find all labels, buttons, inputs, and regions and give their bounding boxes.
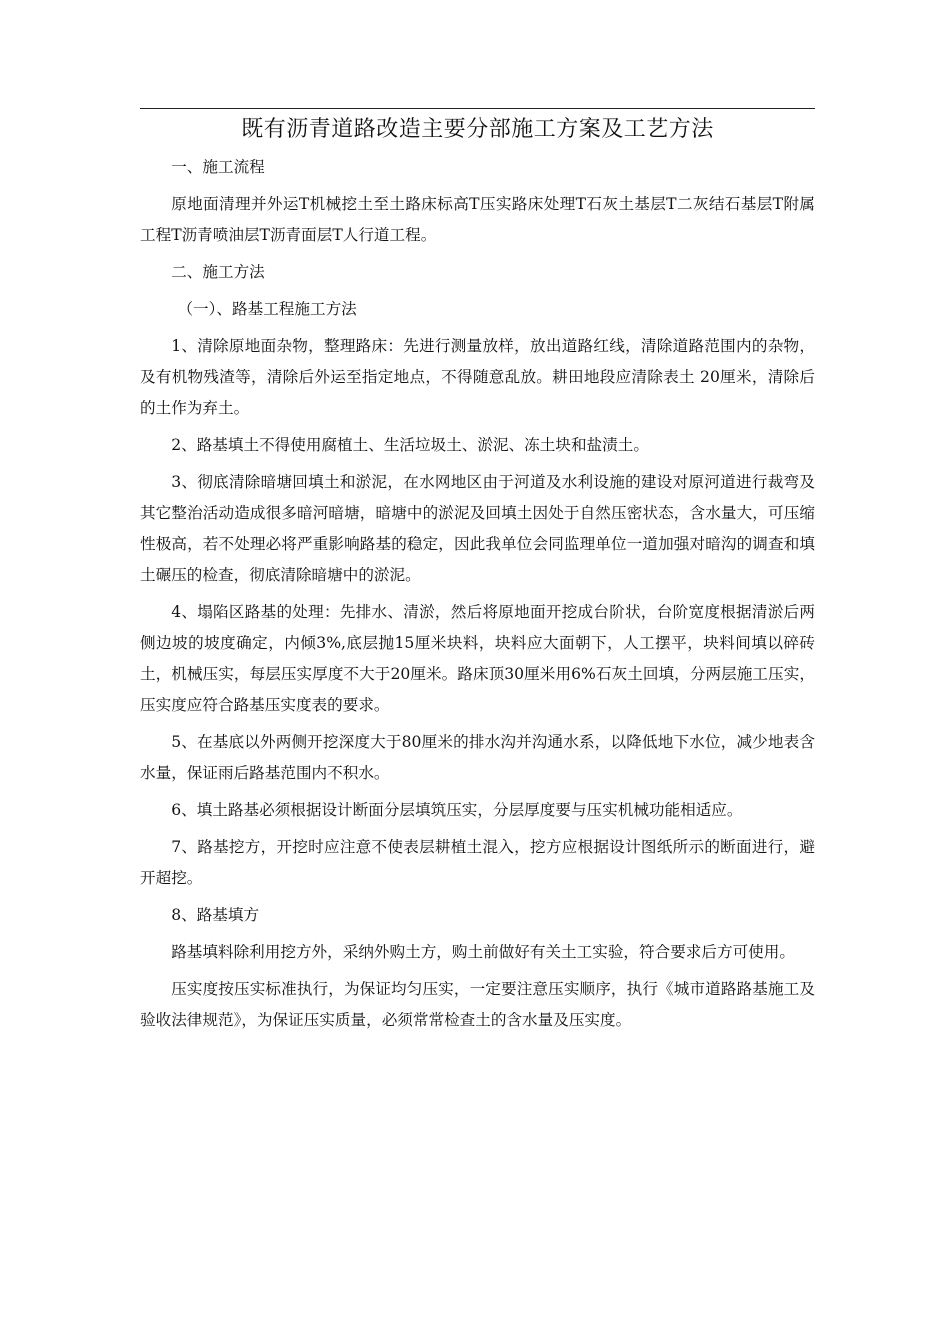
- paragraph-item-2: 2、路基填土不得使用腐植土、生活垃圾土、淤泥、冻土块和盐渍土。: [171, 436, 649, 454]
- paragraph-process-flow: 原地面清理并外运T机械挖土至土路床标高T压实路床处理T石灰土基层T二灰结石基层T附属工程T沥青喷油层T沥青面层T人行道工程。: [140, 195, 815, 244]
- document-body: [140, 152, 815, 1042]
- section-heading-methods: 二、施工方法: [171, 263, 265, 281]
- paragraph-fill-material: 路基填料除利用挖方外，采纳外购土方，购土前做好有关土工实验，符合要求后方可使用。: [171, 943, 795, 961]
- paragraph-item-4: 4、塌陷区路基的处理：先排水、清淤，然后将原地面开挖成台阶状，台阶宽度根据清淤后两侧边坡的坡度确定，内倾3%,底层抛15厘米块料，块料应大面朝下，人工摆平，块料间填以碎砖土，机械压实，每层压实厚度不大于20厘米。路床顶30厘米用6%石灰土回填，分两层施工压实，压实度应符合路基压实度表的要求。: [140, 603, 815, 714]
- paragraph-compaction: 压实度按压实标准执行，为保证均匀压实，一定要注意压实顺序，执行《城市道路路基施工及验收法律规范》，为保证压实质量，必须常常检查土的含水量及压实度。: [140, 980, 815, 1029]
- paragraph-item-3: 3、彻底清除暗塘回填土和淤泥，在水网地区由于河道及水利设施的建设对原河道进行裁弯及其它整治活动造成很多暗河暗塘，暗塘中的淤泥及回填土因处于自然压密状态，含水量大，可压缩性极高，若不处理必将严重影响路基的稳定，因此我单位会同监理单位一道加强对暗沟的调查和填土碾压的检查，彻底清除暗塘中的淤泥。: [140, 473, 815, 584]
- document-title: 既有沥青道路改造主要分部施工方案及工艺方法: [241, 117, 714, 142]
- section-heading-process: 一、施工流程: [171, 158, 265, 176]
- header-rule: [140, 108, 815, 109]
- paragraph-item-1: 1、清除原地面杂物，整理路床：先进行测量放样，放出道路红线，清除道路范围内的杂物，及有机物残渣等，清除后外运至指定地点，不得随意乱放。耕田地段应清除表土 20厘米，清除后的土作为弃土。: [140, 337, 815, 417]
- paragraph-item-8-heading: 8、路基填方: [171, 906, 260, 924]
- paragraph-item-6: 6、填土路基必须根据设计断面分层填筑压实，分层厚度要与压实机械功能相适应。: [171, 801, 743, 819]
- paragraph-item-7: 7、路基挖方，开挖时应注意不使表层耕植土混入，挖方应根据设计图纸所示的断面进行，避开超挖。: [140, 838, 815, 887]
- subsection-heading-subgrade: （一）、路基工程施工方法: [177, 300, 357, 318]
- paragraph-item-5: 5、在基底以外两侧开挖深度大于80厘米的排水沟并沟通水系，以降低地下水位，减少地表含水量，保证雨后路基范围内不积水。: [140, 733, 815, 782]
